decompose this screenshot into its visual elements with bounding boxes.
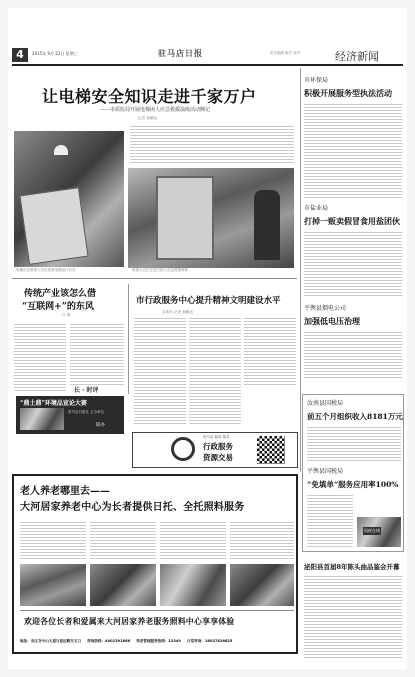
sidebar-photo	[357, 517, 401, 547]
feature-headline: 大河居家养老中心为长者提供日托、全托照料服务	[20, 502, 245, 513]
elevator-motor-shape	[19, 187, 88, 265]
paper-name: 驻马店日报	[158, 48, 203, 58]
helmet-icon	[54, 145, 68, 155]
brief-1-title: 积极开展服务型执法活动	[304, 88, 392, 98]
lead-byline: 记者 姜鹏远	[138, 116, 158, 120]
commentary-headline-1: 传统产业该怎么借	[24, 289, 97, 299]
brief-3-body	[304, 330, 402, 378]
center-col-1	[134, 316, 186, 424]
brief-5-body	[307, 493, 353, 547]
feature-address: 地址：市区交中山大道与迎远路交叉口	[20, 638, 82, 643]
feature-photo-4	[230, 564, 294, 606]
feature-kicker: 老人养老哪里去——	[20, 486, 110, 497]
service-logo-top: 驻马店 政府 服务	[203, 435, 230, 439]
feature-photo-1	[20, 564, 86, 606]
feature-col-3	[160, 520, 226, 560]
sidebar-divider	[300, 68, 301, 472]
brief-4-dept: 汝南县国税局	[307, 400, 344, 407]
small-ad-title: “鼎土鼎”环境品宣论大赛	[20, 400, 87, 407]
editor-line: 责任编辑 版式 校对	[270, 51, 301, 55]
brief-2-dept: 市盐业局	[304, 205, 329, 212]
brief-2-body	[304, 230, 402, 298]
elevator-door-shape	[156, 176, 214, 260]
small-ad-tag: 联办	[96, 423, 105, 428]
feature-col-1	[20, 520, 86, 560]
small-ad-sub: 驻马店日报社 主办单位	[68, 410, 105, 414]
brief-3-dept: 平舆县烟电公司	[304, 305, 347, 312]
small-ad	[16, 396, 124, 434]
brief-4-title: 前五个月组织收入8181万元	[307, 412, 403, 421]
masthead-rule	[12, 64, 403, 66]
brief-4-body	[307, 425, 401, 463]
center-byline: 本报讯 记者 姜鹏远	[162, 310, 194, 314]
lead-body-text	[130, 124, 294, 164]
section-name: 经济新闻	[335, 50, 379, 63]
lead-headline: 让电梯安全知识走进千家万户	[42, 87, 257, 106]
page-number: 4	[16, 48, 24, 61]
lead-caption-left: 电梯应急救援人员在检查电梯运行状况	[16, 268, 76, 272]
qr-code-icon	[257, 436, 285, 464]
lead-subhead: ——市质监局开展电梯困人应急救援演练活动侧记	[100, 107, 211, 113]
service-logo-line1: 行政服务	[203, 442, 233, 451]
brief-2-title: 打掉一贩卖假冒食用盐团伙	[304, 216, 400, 226]
center-col-3	[244, 316, 296, 386]
feature-slogan: 欢迎各位长者和爱属来大河居家养老服务照料中心享享体验	[24, 617, 235, 626]
date-line: 2015年 9月 23日 星期三	[32, 51, 78, 56]
feature-rule	[20, 610, 294, 611]
service-logo-icon	[171, 437, 195, 461]
center-headline: 市行政服务中心提升精神文明建设水平	[136, 296, 281, 306]
lead-caption-right: 救援人员正在进行困人应急救援演练	[132, 268, 188, 272]
commentary-headline-2: “互联网+”的东风	[22, 302, 94, 312]
feature-phone-1: 咨询热线：4001591666	[87, 638, 131, 643]
sidebar-final-body	[304, 574, 402, 658]
feature-photo-3	[160, 564, 226, 606]
brief-5-title: “免填单”服务应用率100%	[307, 480, 399, 489]
service-logo-line2: 资源交易	[203, 453, 233, 462]
sidebar-box	[302, 394, 404, 552]
commentary-column-tag: 长 · 时评	[74, 387, 99, 394]
service-ad	[132, 432, 298, 468]
commentary-byline: 白 驹	[62, 313, 71, 317]
commentary-col-1	[14, 322, 66, 392]
brief-1-dept: 市环保局	[304, 77, 329, 84]
lead-story	[12, 68, 297, 276]
small-ad-image	[20, 408, 64, 430]
sidebar-final-headline: 泌阳县首届8年陈头曲品鉴会开幕	[304, 563, 400, 571]
lead-photo-right	[128, 168, 294, 268]
lead-bottom-rule	[12, 278, 297, 279]
column-divider	[128, 284, 129, 394]
page-number-badge	[12, 48, 28, 62]
brief-1-body	[304, 102, 402, 198]
sidebar-photo-caption: 国税在线	[364, 528, 380, 533]
feature-phone-2: 养老管理服务热线：12349	[136, 638, 181, 643]
feature-contact-row	[20, 634, 294, 648]
center-col-2	[189, 316, 241, 424]
brief-5-dept: 平舆县国税局	[307, 468, 344, 475]
feature-ad	[12, 474, 298, 654]
feature-col-4	[230, 520, 294, 560]
feature-photo-2	[90, 564, 156, 606]
commentary-col-2	[70, 322, 124, 386]
newspaper-page	[8, 8, 407, 669]
feature-col-2	[90, 520, 156, 560]
lead-photo-left	[14, 131, 124, 267]
brief-3-title: 加强低电压治理	[304, 316, 360, 326]
center-story	[132, 282, 298, 432]
officer-figure-shape	[254, 190, 280, 260]
feature-phone-3: 日常咨询：18037826625	[186, 638, 233, 643]
